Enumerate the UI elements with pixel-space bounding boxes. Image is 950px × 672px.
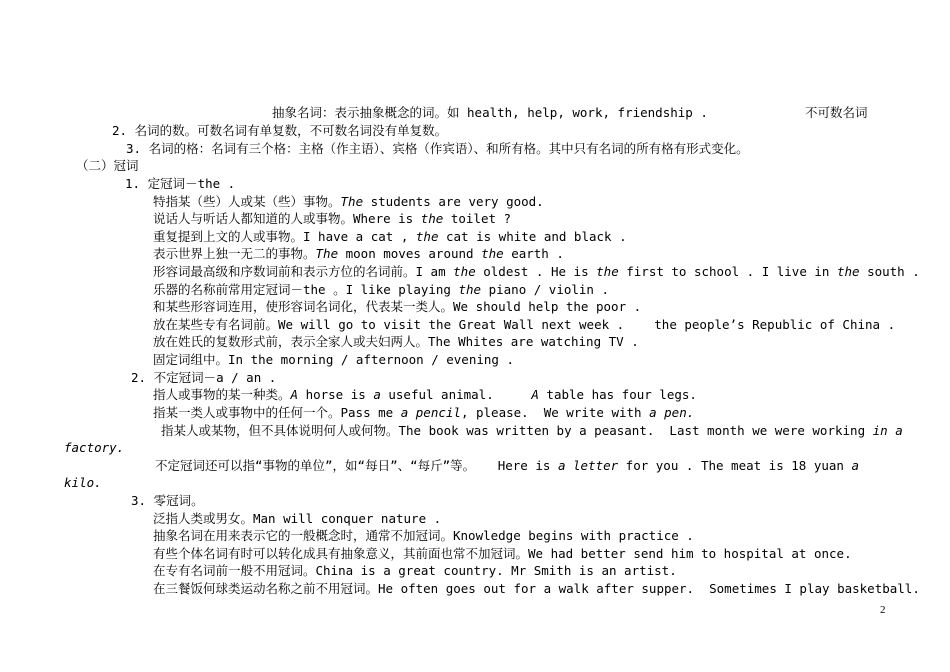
text-run: 和某些形容词连用，使形容词名词化，代表某一类人。We should help the poor . xyxy=(153,299,642,314)
text-line xyxy=(155,457,859,474)
text-run: students are very good. xyxy=(363,194,544,209)
italic-text: a pencil xyxy=(400,405,461,420)
text-run: 1. 定冠词－the . xyxy=(125,176,236,191)
italic-text: the xyxy=(420,211,444,226)
italic-text: The xyxy=(340,194,364,209)
italic-text: kilo. xyxy=(64,475,102,490)
section-heading xyxy=(76,157,139,174)
text-line xyxy=(153,245,564,262)
italic-text: a xyxy=(373,387,381,402)
text-line xyxy=(153,562,677,579)
text-line xyxy=(153,316,895,333)
text-run: 固定词组中。In the morning / afternoon / evening . xyxy=(153,352,514,367)
subsection-heading xyxy=(125,175,235,192)
text-run: for you . The meat is 18 yuan xyxy=(618,458,852,473)
text-line xyxy=(153,193,544,210)
italic-text: the xyxy=(836,264,860,279)
text-run: south . xyxy=(859,264,920,279)
subsection-heading xyxy=(131,492,204,509)
text-line xyxy=(153,228,627,245)
text-line xyxy=(153,333,639,350)
text-run: 在三餐饭何球类运动名称之前不用冠词。He often goes out for a walk after supper. Sometimes I play basketball. xyxy=(153,581,920,596)
text-line xyxy=(153,298,641,315)
text-line xyxy=(153,351,514,368)
italic-text: the xyxy=(481,246,504,261)
text-line xyxy=(153,263,920,280)
italic-text: the xyxy=(415,229,439,244)
text-run: 指人或事物的某一种类。 xyxy=(153,387,291,402)
text-line xyxy=(126,140,749,157)
subsection-heading xyxy=(131,369,276,386)
text-run: 重复提到上文的人或事物。I have a cat , xyxy=(153,229,416,244)
text-run: useful animal. xyxy=(380,387,532,402)
text-run: 2. 不定冠词－a / an . xyxy=(131,370,277,385)
text-run: 不定冠词还可以指“事物的单位”，如“每日”、“每斤”等。 Here is xyxy=(155,458,558,473)
text-run: 抽象名词在用来表示它的一般概念时，通常不加冠词。Knowledge begins with practice . xyxy=(153,528,694,543)
text-line xyxy=(272,104,708,121)
italic-text: the xyxy=(453,264,476,279)
text-run: 3. 名词的格：名词有三个格：主格（作主语）、宾格（作宾语）、和所有格。其中只有名词的所有格有形式变化。 xyxy=(126,141,749,156)
text-run: 3. 零冠词。 xyxy=(131,493,204,508)
italic-text: A xyxy=(531,387,539,402)
text-run: 不可数名词 xyxy=(805,105,868,120)
text-line xyxy=(153,580,920,597)
italic-text: in a xyxy=(872,423,903,438)
text-run: 2. 名词的数。可数名词有单复数，不可数名词没有单复数。 xyxy=(112,123,448,138)
text-line xyxy=(153,281,609,298)
text-run: table has four legs. xyxy=(538,387,697,402)
text-run: 指某一类人或事物中的任何一个。Pass me xyxy=(153,405,401,420)
text-run: 乐器的名称前常用定冠词－the 。I like playing xyxy=(153,282,459,297)
italic-text: a xyxy=(851,458,859,473)
italic-text: a letter xyxy=(557,458,619,473)
text-run: earth . xyxy=(503,246,564,261)
text-run: 说话人与听话人都知道的人或事物。Where is xyxy=(153,211,421,226)
text-run: toilet ? xyxy=(443,211,512,226)
text-run: 放在某些专有名词前。We will go to visit the Great Wall next week . the people’s Republic of China . xyxy=(153,317,896,332)
text-line xyxy=(112,122,447,139)
text-line xyxy=(153,404,694,421)
italic-text: factory. xyxy=(64,440,125,455)
text-line xyxy=(64,474,102,491)
text-run: 指某人或某物，但不具体说明何人或何物。The book was written by a peasant. Last month we were working xyxy=(161,423,873,438)
text-run: （二）冠词 xyxy=(76,158,139,173)
text-line xyxy=(153,545,852,562)
page-number: 2 xyxy=(880,604,886,616)
text-run: 有些个体名词有时可以转化成具有抽象意义，其前面也常不加冠词。We had better send him to hospital at once. xyxy=(153,546,852,561)
text-run: , please. We write with xyxy=(460,405,650,420)
text-run: oldest . He is xyxy=(475,264,597,279)
text-run: 形容词最高级和序数词前和表示方位的名词前。I am xyxy=(153,264,454,279)
text-run: first to school . I live in xyxy=(618,264,837,279)
text-run: 特指某（些）人或某（些）事物。 xyxy=(153,194,341,209)
text-run: horse is xyxy=(298,387,374,402)
text-run: moon moves around xyxy=(338,246,482,261)
text-line xyxy=(153,386,697,403)
text-line xyxy=(153,510,441,527)
italic-text: the xyxy=(596,264,619,279)
text-run: piano / violin . xyxy=(481,282,610,297)
text-run: 泛指人类或男女。Man will conquer nature . xyxy=(153,511,442,526)
italic-text: The xyxy=(315,246,339,261)
text-line xyxy=(153,210,511,227)
text-line xyxy=(161,422,903,439)
text-run: 在专有名词前一般不用冠词。China is a great country. Mr Smith is an artist. xyxy=(153,563,677,578)
text-run: 表示世界上独一无二的事物。 xyxy=(153,246,316,261)
text-line xyxy=(64,439,124,456)
text-line xyxy=(805,104,868,121)
text-run: 放在姓氏的复数形式前，表示全家人或夫妇两人。The Whites are watching TV . xyxy=(153,334,639,349)
italic-text: A xyxy=(290,387,299,402)
text-run: 抽象名词：表示抽象概念的词。如 health, help, work, friendship . xyxy=(272,105,708,120)
text-line xyxy=(153,527,694,544)
italic-text: the xyxy=(458,282,482,297)
text-run: cat is white and black . xyxy=(438,229,627,244)
italic-text: a pen. xyxy=(649,405,695,420)
